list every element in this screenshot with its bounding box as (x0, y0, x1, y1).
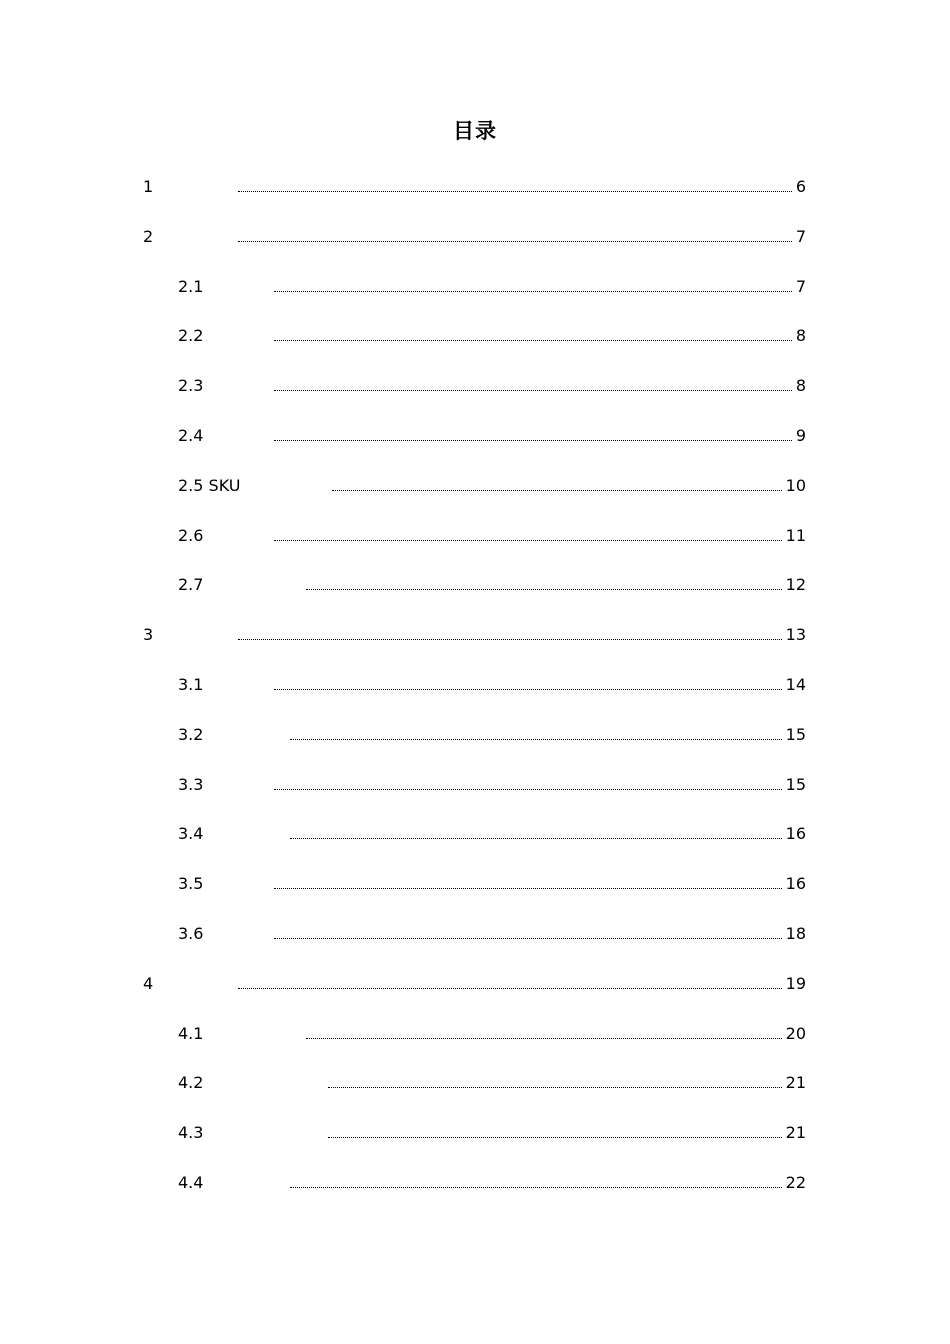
toc-dot-leader (306, 1038, 782, 1039)
toc-entry[interactable] (178, 1072, 806, 1094)
toc-dot-leader (290, 739, 782, 740)
toc-dot-leader (274, 291, 792, 292)
toc-entry[interactable] (178, 724, 806, 746)
toc-entry-number: 3.2 (178, 725, 204, 744)
toc-dot-leader (238, 241, 792, 242)
toc-entry[interactable] (178, 525, 806, 547)
toc-entry-number: 2.2 (178, 326, 204, 345)
toc-dot-leader (332, 490, 782, 491)
toc-entry-page-number: 21 (785, 1123, 806, 1142)
toc-entry-page-number: 13 (785, 625, 806, 644)
toc-entry-page-number: 7 (795, 227, 806, 246)
toc-entry-page-number: 22 (785, 1173, 806, 1192)
toc-entry-page-number: 20 (785, 1024, 806, 1043)
toc-entry[interactable] (178, 1023, 806, 1045)
toc-entry-number: 2 (143, 227, 154, 246)
toc-entry-page-number: 8 (795, 376, 806, 395)
toc-dot-leader (328, 1087, 782, 1088)
toc-entry[interactable] (178, 923, 806, 945)
toc-entry-page-number: 16 (785, 874, 806, 893)
toc-dot-leader (274, 689, 782, 690)
toc-entry[interactable] (178, 674, 806, 696)
toc-dot-leader (274, 340, 792, 341)
toc-entry-page-number: 7 (795, 277, 806, 296)
toc-entry-page-number: 12 (785, 575, 806, 594)
toc-entry[interactable] (178, 276, 806, 298)
toc-dot-leader (238, 639, 782, 640)
toc-title: 目录 (453, 119, 497, 143)
toc-entry-page-number: 16 (785, 824, 806, 843)
toc-entry-number: 2.4 (178, 426, 204, 445)
toc-entry-page-number: 11 (785, 526, 806, 545)
toc-entry-number: 3.5 (178, 874, 204, 893)
toc-entry-number: 4.1 (178, 1024, 204, 1043)
toc-entry-number: 3.4 (178, 824, 204, 843)
toc-entry-number: 4.4 (178, 1173, 204, 1192)
toc-entry[interactable] (178, 425, 806, 447)
toc-dot-leader (238, 988, 782, 989)
toc-dot-leader (306, 589, 782, 590)
toc-dot-leader (238, 191, 792, 192)
toc-entry[interactable] (178, 873, 806, 895)
toc-entry-page-number: 6 (795, 177, 806, 196)
toc-entry-page-number: 15 (785, 725, 806, 744)
toc-entry[interactable] (178, 375, 806, 397)
toc-dot-leader (290, 838, 782, 839)
toc-dot-leader (274, 789, 782, 790)
toc-dot-leader (274, 888, 782, 889)
toc-entry-page-number: 9 (795, 426, 806, 445)
toc-entry[interactable] (143, 624, 806, 646)
toc-entry-page-number: 21 (785, 1073, 806, 1092)
toc-entry-number: 4.3 (178, 1123, 204, 1142)
toc-entry-number: 3 (143, 625, 154, 644)
toc-entry-number: 3.6 (178, 924, 204, 943)
toc-entry[interactable] (143, 973, 806, 995)
toc-entry-number: 3.1 (178, 675, 204, 694)
toc-entry-number: 1 (143, 177, 154, 196)
toc-entry[interactable] (178, 774, 806, 796)
toc-entry-page-number: 19 (785, 974, 806, 993)
toc-entry-number: 4 (143, 974, 154, 993)
toc-dot-leader (290, 1187, 782, 1188)
toc-entry[interactable] (143, 176, 806, 198)
toc-entry-number: 2.3 (178, 376, 204, 395)
toc-entry[interactable] (178, 475, 806, 497)
toc-entry-number: 2.6 (178, 526, 204, 545)
toc-entry-number: 2.7 (178, 575, 204, 594)
toc-dot-leader (274, 390, 792, 391)
toc-entry-number: 3.3 (178, 775, 204, 794)
toc-dot-leader (274, 938, 782, 939)
toc-entry-page-number: 10 (785, 476, 806, 495)
toc-dot-leader (274, 540, 782, 541)
toc-entry[interactable] (178, 1122, 806, 1144)
toc-entry-number: 2.1 (178, 277, 204, 296)
toc-entry-number: 2.5 SKU (178, 476, 241, 495)
toc-entry[interactable] (143, 226, 806, 248)
toc-entry-number: 4.2 (178, 1073, 204, 1092)
toc-entry[interactable] (178, 823, 806, 845)
toc-entry-page-number: 15 (785, 775, 806, 794)
toc-dot-leader (274, 440, 792, 441)
toc-dot-leader (328, 1137, 782, 1138)
toc-entry[interactable] (178, 574, 806, 596)
toc-entry[interactable] (178, 325, 806, 347)
toc-entry-page-number: 14 (785, 675, 806, 694)
toc-entry[interactable] (178, 1172, 806, 1194)
toc-entry-page-number: 8 (795, 326, 806, 345)
toc-entry-page-number: 18 (785, 924, 806, 943)
